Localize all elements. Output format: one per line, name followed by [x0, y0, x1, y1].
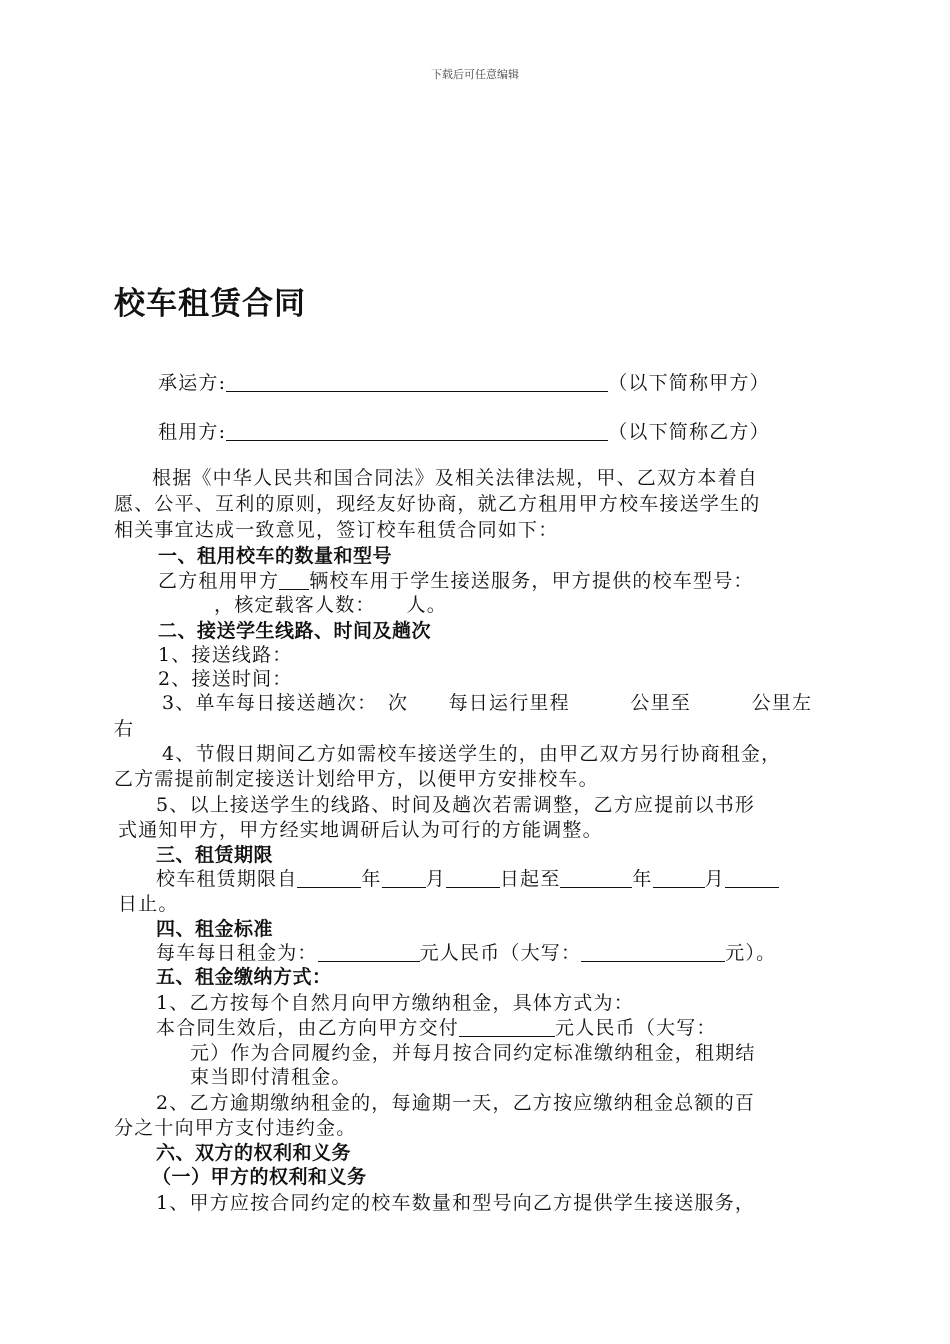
sec1-line-1: [158, 568, 754, 594]
end-month-blank: [653, 867, 705, 888]
start-day-blank: [446, 867, 500, 888]
sec5-line-2: [156, 1015, 717, 1041]
intro-line-3: 相关事宜达成一致意见，签订校车租赁合同如下：: [114, 519, 559, 541]
year-label-1: 年: [361, 868, 382, 890]
renter-line: [158, 419, 770, 445]
section-2-heading: 二、接送学生线路、时间及趟次: [158, 620, 432, 642]
document-title: 校车租赁合同: [114, 286, 306, 322]
sec2-item-1: 1、接送线路：: [158, 644, 293, 666]
month-label-2: 月: [704, 868, 725, 890]
deposit-capital-label: 元人民币（大写：: [555, 1017, 717, 1039]
daily-rent-label: 每车每日租金为：: [156, 942, 318, 964]
end-day-blank: [725, 867, 779, 888]
deposit-blank: [459, 1016, 555, 1037]
carrier-blank: [226, 371, 608, 392]
capital-amount-blank: [581, 941, 725, 962]
renter-blank: [226, 420, 608, 441]
sec2-item-3-cont: 右: [114, 718, 135, 740]
sec4-line: [156, 940, 776, 966]
sec5-item-2: 2、乙方逾期缴纳租金的，每逾期一天，乙方按应缴纳租金总额的百: [156, 1092, 756, 1114]
daily-rent-blank: [318, 941, 420, 962]
sec1-line-2: ，核定载客人数： 人。: [214, 594, 447, 616]
sec2-item-4-cont: 乙方需提前制定接送计划给甲方，以便甲方安排校车。: [114, 768, 599, 790]
sec1-text-b: 辆校车用于学生接送服务，甲方提供的校车型号：: [309, 570, 754, 592]
sec2-item-5-cont: 式通知甲方，甲方经实地调研后认为可行的方能调整。: [118, 819, 603, 841]
sec5-item-2-cont: 分之十向甲方支付违约金。: [114, 1117, 357, 1139]
section-4-heading: 四、租金标准: [156, 918, 274, 940]
sec6-item-1: 1、甲方应按合同约定的校车数量和型号向乙方提供学生接送服务，: [156, 1192, 756, 1214]
start-month-blank: [382, 867, 426, 888]
yuan-close: 元）。: [725, 942, 777, 964]
end-year-blank: [560, 867, 632, 888]
lease-from-label: 校车租赁期限自: [156, 868, 298, 890]
sec5-line-4: 束当即付清租金。: [190, 1066, 352, 1088]
sec2-item-4: 4、节假日期间乙方如需校车接送学生的，由甲乙双方另行协商租金，: [162, 743, 782, 765]
renter-label: 租用方:: [158, 421, 227, 443]
month-label-1: 月: [425, 868, 446, 890]
carrier-line: [158, 370, 770, 396]
section-5-heading: 五、租金缴纳方式：: [156, 966, 332, 988]
intro-line-1: 根据《中华人民共和国合同法》及相关法律法规，甲、乙双方本着自: [152, 467, 759, 489]
sec3-line-2: 日止。: [118, 893, 179, 915]
sec2-item-3: 3、单车每日接送趟次： 次 每日运行里程 公里至 公里左: [162, 692, 813, 714]
sec5-item-1: 1、乙方按每个自然月向甲方缴纳租金，具体方式为：: [156, 992, 634, 1014]
carrier-label: 承运方:: [158, 372, 227, 394]
page-header-note: 下载后可任意编辑: [431, 68, 519, 81]
vehicle-count-blank: [279, 569, 309, 590]
section-6-heading: 六、双方的权利和义务: [156, 1142, 352, 1164]
start-year-blank: [297, 867, 361, 888]
section-1-heading: 一、租用校车的数量和型号: [158, 545, 393, 567]
sec2-item-2: 2、接送时间：: [158, 668, 293, 690]
day-to-label: 日起至: [499, 868, 561, 890]
year-label-2: 年: [632, 868, 653, 890]
deposit-label: 本合同生效后，由乙方向甲方交付: [156, 1017, 460, 1039]
sec5-line-3: 元）作为合同履约金，并每月按合同约定标准缴纳租金，租期结: [190, 1042, 756, 1064]
section-3-heading: 三、租赁期限: [156, 844, 274, 866]
sec1-text-a: 乙方租用甲方: [158, 570, 280, 592]
section-6-sub-heading: （一）甲方的权利和义务: [152, 1166, 367, 1188]
carrier-suffix: （以下简称甲方）: [608, 372, 770, 394]
renter-suffix: （以下简称乙方）: [608, 421, 770, 443]
sec3-line-1: [156, 866, 779, 892]
rmb-capital-label: 元人民币（大写：: [419, 942, 582, 964]
sec2-item-5: 5、以上接送学生的线路、时间及趟次若需调整，乙方应提前以书形: [156, 794, 756, 816]
intro-line-2: 愿、公平、互利的原则，现经友好协商，就乙方租用甲方校车接送学生的: [114, 493, 761, 515]
